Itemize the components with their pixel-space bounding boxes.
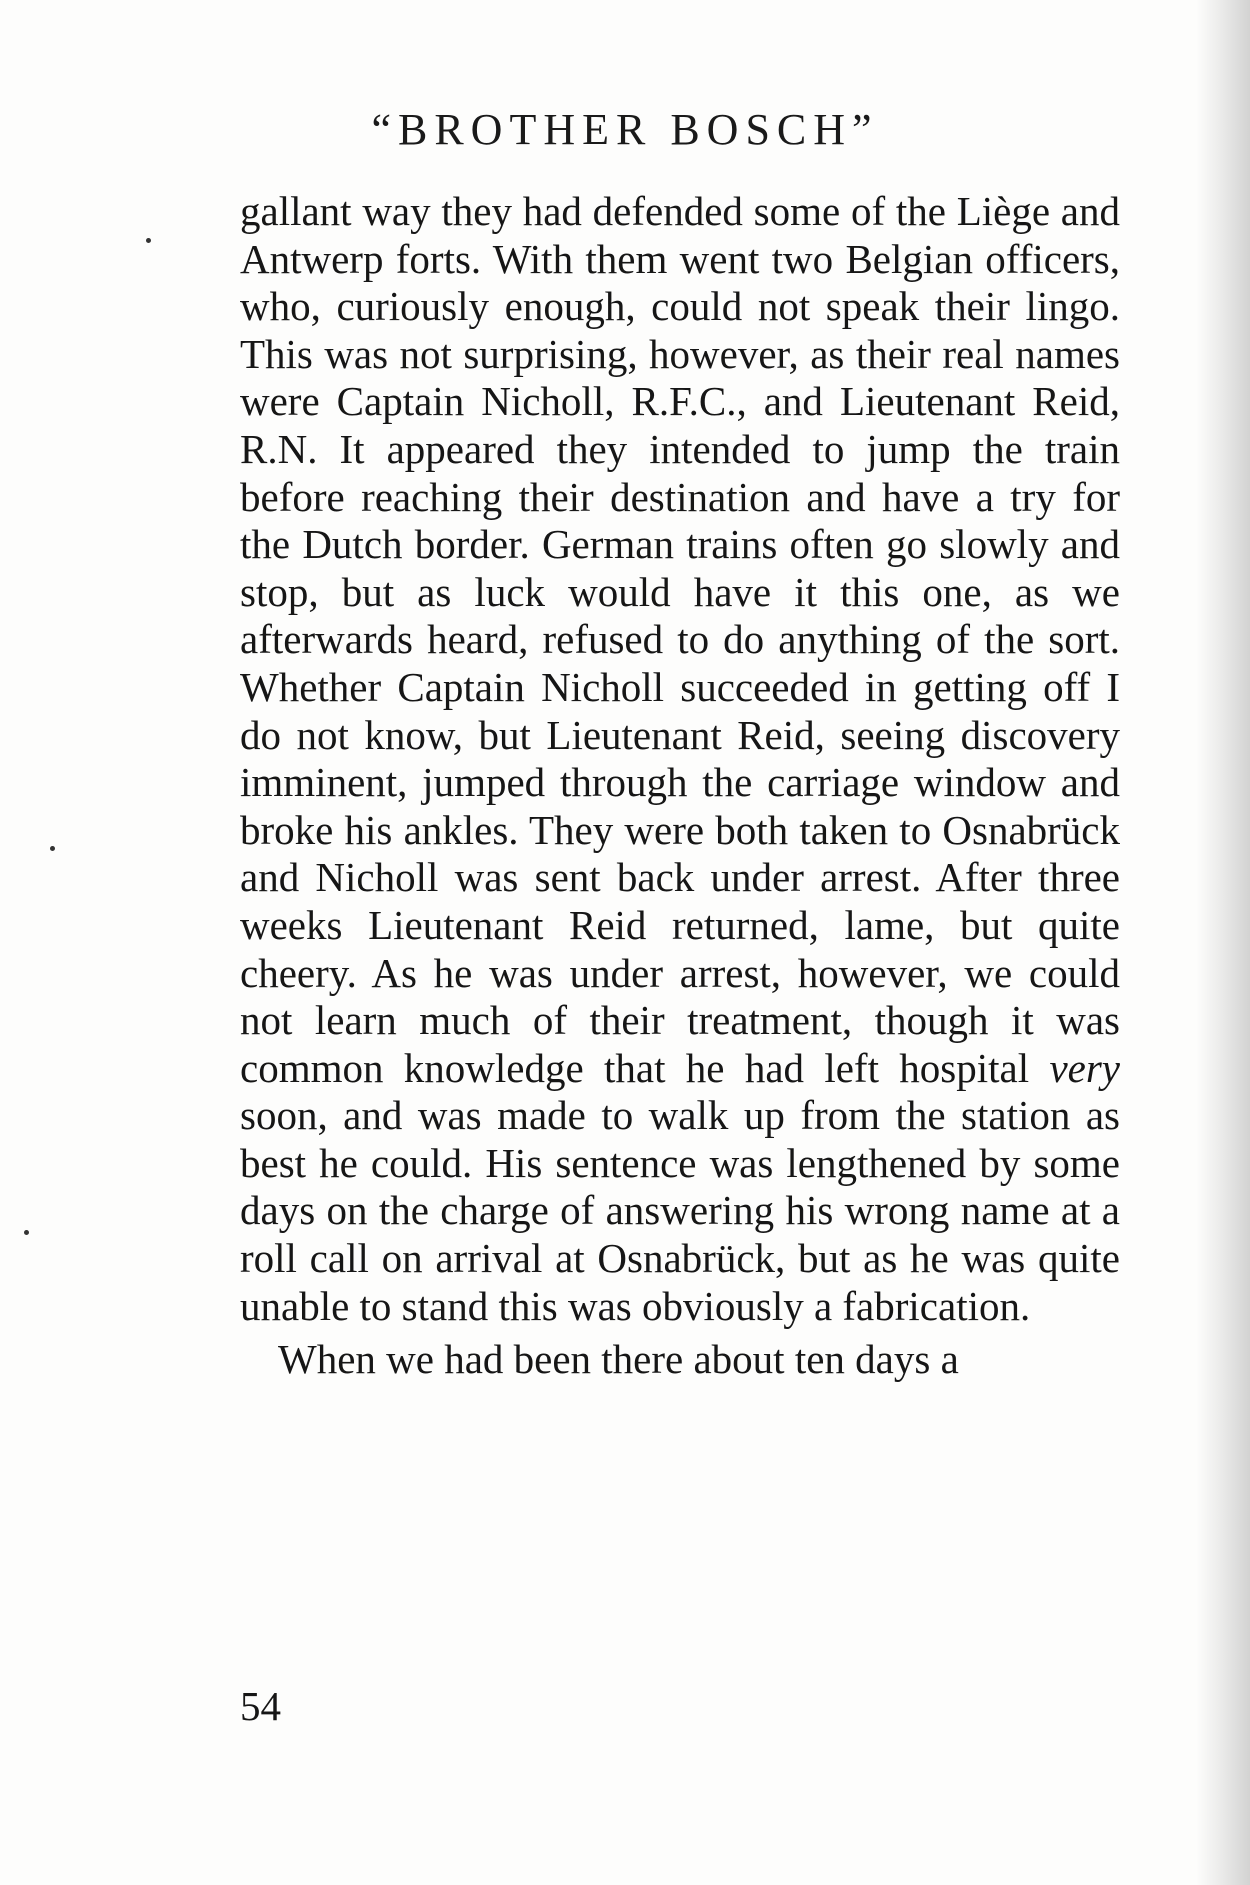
running-head: “BROTHER BOSCH”	[371, 105, 879, 154]
paragraph	[240, 188, 1120, 1330]
page-number: 54	[240, 1683, 281, 1729]
emphasis-word: very	[1049, 1044, 1121, 1091]
body-text	[240, 188, 1120, 1384]
paragraph-text-end: soon, and was made to walk up from the station as best he could. His sentence was lengthened by some days on the charge of answering his wrong name at a roll call on arrival at Osnabrück, but as he was quite unable to stand this was obviously a fabrication.	[240, 1092, 1120, 1329]
scan-speck	[50, 846, 55, 851]
scan-speck	[24, 1230, 29, 1235]
paragraph: When we had been there about ten days a	[278, 1336, 959, 1383]
paragraph-text: gallant way they had defended some of the Liège and Antwerp forts. With them went two Belgian officers, who, curiously enough, could not speak their lingo. This was not surprising, however, as their real names were Captain Nicholl, R.F.C., and Lieutenant Reid, R.N. It appeared they intended to jump the train before reaching their destination and have a try for the Dutch border. German trains often go slowly and stop, but as luck would have it this one, as we afterwards heard, refused to do anything of the sort. Whether Captain Nicholl succeeded in getting off I do not know, but Lieutenant Reid, seeing discovery imminent, jumped through the carriage window and broke his ankles. They were both taken to Osnabrück and Nicholl was sent back under arrest. After three weeks Lieutenant Reid returned, lame, but quite cheery. As he was under arrest, however, we could not learn much of their treatment, though it was common knowledge that he had left hospital	[240, 188, 1120, 1091]
scan-speck	[146, 238, 151, 243]
scan-edge-shadow	[1196, 0, 1250, 1885]
